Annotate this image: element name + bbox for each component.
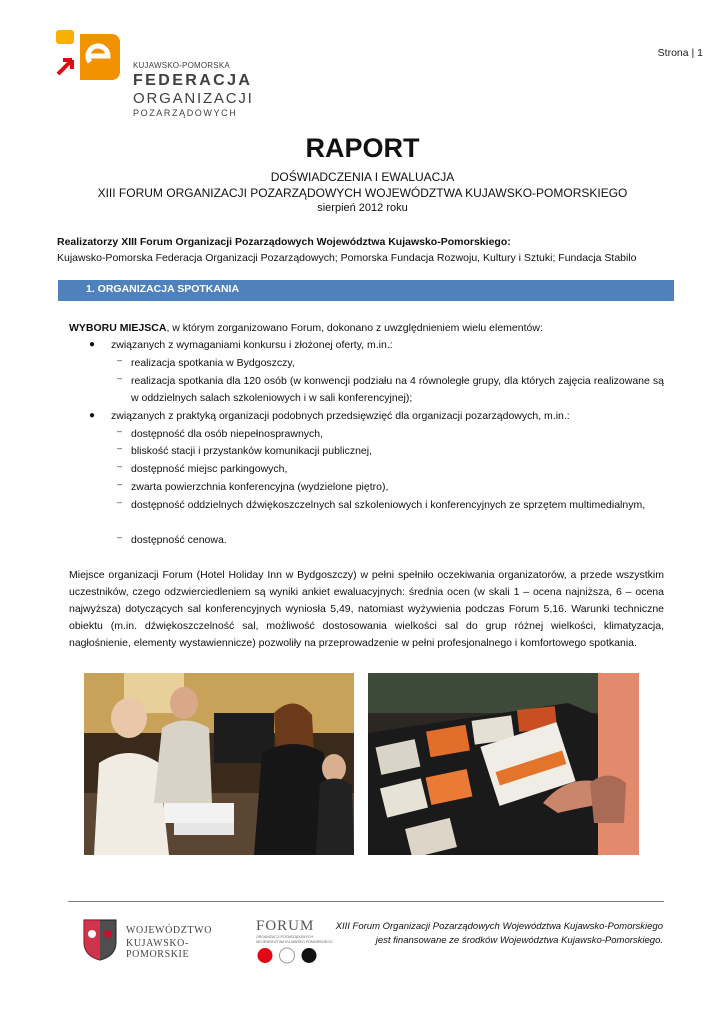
voivodeship-logo: [82, 918, 242, 962]
list-item: dostępność cenowa.: [131, 534, 227, 546]
photo-publications-table: [368, 673, 639, 855]
intro-line: [69, 320, 543, 337]
body-paragraph: Miejsce organizacji Forum (Hotel Holiday Inn w Bydgoszczy) w pełni spełniło oczekiwania organizatorów, a przede wszystkim uczestników, czego odzwierciedleniem są wyniki ankiet ewaluacyjnych: średnia ocen (w skali 1 – ocena najniższa, 6 – ocena najwyższa) dotyczących sal konferencyjnych wyniosła 5,49, natomiast wyżywienia podczas Forum 5,16. Warunki techniczne obiektu (m.in. dźwiękoszczelność sal, możliwość dostosowania wielkości sal do grup różnej wielkości, klimatyzacja, nagłośnienie, elementy wystawiennicze) pozwoliły na przeprowadzenie w pełni profesjonalnego i komfortowego spotkania.: [69, 569, 664, 649]
dash-icon: –: [117, 355, 123, 365]
list-item: dostępność dla osób niepełnosprawnych,: [131, 428, 324, 440]
coat-of-arms-icon: [82, 918, 118, 962]
list-item: dostępność miejsc parkingowych,: [131, 463, 288, 475]
forum-logo-sub: ORGANIZACJI POZARZĄDOWYCH: [256, 935, 313, 939]
list-item: zwarta powierzchnia konferencyjna (wydzielone piętro),: [131, 481, 389, 493]
photo-registration-desk: [84, 673, 354, 855]
footer-line: XIII Forum Organizacji Pozarządowych Województwa Kujawsko-Pomorskiego: [335, 921, 663, 932]
voivodeship-logo-line: WOJEWÓDZTWO: [126, 925, 213, 936]
federation-logo-text: [133, 61, 254, 118]
logo-line: ORGANIZACJI: [133, 90, 254, 107]
voivodeship-logo-line: KUJAWSKO-POMORSKIE: [126, 938, 190, 960]
document-title: RAPORT: [305, 133, 420, 163]
dash-icon: –: [117, 426, 123, 436]
footer-note: [336, 920, 663, 948]
bullet-text: związanych z wymaganiami konkursu i złożonej oferty, m.in.:: [111, 339, 393, 351]
section-header: [58, 280, 674, 301]
forum-logo-title: FORUM: [256, 918, 315, 934]
organizers-heading: Realizatorzy XIII Forum Organizacji Pozarządowych Województwa Kujawsko-Pomorskiego:: [57, 236, 511, 248]
list-item: bliskość stacji i przystanków komunikacji publicznej,: [131, 445, 373, 457]
page-number: Strona | 1: [657, 47, 703, 59]
footer-divider: [68, 901, 664, 902]
list-item: realizacja spotkania w Bydgoszczy,: [131, 357, 295, 369]
list-item: dostępność oddzielnych dźwiękoszczelnych sal szkoleniowych i konferencyjnych ze sprzętem multimedialnym,: [131, 499, 646, 511]
bullet-icon: ●: [89, 410, 96, 421]
federation-logo-mark: [56, 28, 122, 82]
dash-icon: –: [117, 497, 123, 507]
logo-line: FEDERACJA: [133, 72, 253, 89]
forum-circles-icon: [256, 947, 318, 964]
dash-icon: –: [117, 373, 123, 383]
organizers-list: Kujawsko-Pomorska Federacja Organizacji Pozarządowych; Pomorska Fundacja Rozwoju, Kultury i Sztuki; Fundacja Stabilo: [57, 252, 637, 264]
logo-line: KUJAWSKO-POMORSKA: [133, 61, 230, 70]
intro-text: , w którym zorganizowano Forum, dokonano z uwzględnieniem wielu elementów:: [166, 322, 543, 334]
dash-icon: –: [117, 461, 123, 471]
footer-line: jest finansowane ze środków Województwa Kujawsko-Pomorskiego.: [375, 935, 663, 946]
forum-logo: [254, 918, 333, 964]
bullet-icon: ●: [89, 339, 96, 350]
dash-icon: –: [117, 532, 123, 542]
section-title: 1. ORGANIZACJA SPOTKANIA: [86, 283, 240, 295]
forum-logo-sub: WOJEWÓDZTWA KUJAWSKO-POMORSKIEGO: [256, 940, 333, 944]
document-date: sierpień 2012 roku: [317, 202, 408, 214]
intro-bold: WYBORU MIEJSCA: [69, 322, 167, 334]
dash-icon: –: [117, 443, 123, 453]
document-subtitle: DOŚWIADCZENIA I EWALUACJA: [270, 170, 455, 184]
document-subtitle: XIII FORUM ORGANIZACJI POZARZĄDOWYCH WOJEWÓDZTWA KUJAWSKO-POMORSKIEGO: [97, 186, 628, 200]
dash-icon: –: [117, 479, 123, 489]
logo-line: POZARZĄDOWYCH: [133, 108, 238, 118]
list-item: realizacja spotkania dla 120 osób (w konwencji podziału na 4 równoległe grupy, dla których zajęcia realizowane są w oddzielnych salach szkoleniowych i w sali konferencyjnej);: [131, 375, 664, 404]
bullet-text: związanych z praktyką organizacji podobnych przedsięwzięć dla organizacji pozarządowych, m.in.:: [111, 410, 570, 422]
